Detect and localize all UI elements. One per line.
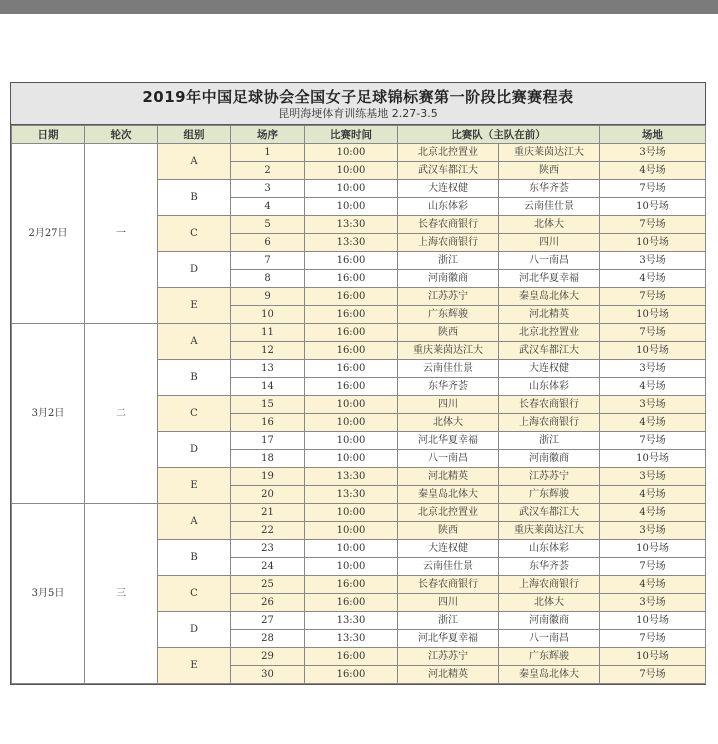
- match-venue: 4号场: [600, 504, 706, 522]
- header-row: [12, 126, 706, 144]
- match-venue: 7号场: [600, 180, 706, 198]
- home-team: 上海农商银行: [398, 234, 499, 252]
- away-team: 北体大: [499, 216, 600, 234]
- match-number: 18: [231, 450, 305, 468]
- match-venue: 3号场: [600, 144, 706, 162]
- match-number: 28: [231, 630, 305, 648]
- match-venue: 4号场: [600, 378, 706, 396]
- match-time: 16:00: [305, 648, 398, 666]
- away-team: 北体大: [499, 594, 600, 612]
- match-time: 16:00: [305, 576, 398, 594]
- home-team: 四川: [398, 594, 499, 612]
- away-team: 重庆莱茵达江大: [499, 144, 600, 162]
- group-name: D: [158, 252, 231, 288]
- match-venue: 10号场: [600, 648, 706, 666]
- group-name: C: [158, 396, 231, 432]
- match-time: 10:00: [305, 450, 398, 468]
- header-date: 日期: [12, 126, 85, 144]
- home-team: 东华齐荟: [398, 378, 499, 396]
- home-team: 山东体彩: [398, 198, 499, 216]
- match-number: 22: [231, 522, 305, 540]
- match-time: 10:00: [305, 396, 398, 414]
- away-team: 秦皇岛北体大: [499, 666, 600, 684]
- match-venue: 10号场: [600, 234, 706, 252]
- home-team: 云南佳仕景: [398, 360, 499, 378]
- away-team: 河南徽商: [499, 450, 600, 468]
- match-number: 17: [231, 432, 305, 450]
- match-venue: 4号场: [600, 576, 706, 594]
- match-time: 16:00: [305, 378, 398, 396]
- match-venue: 10号场: [600, 198, 706, 216]
- group-name: A: [158, 144, 231, 180]
- match-number: 7: [231, 252, 305, 270]
- match-round: 三: [85, 504, 158, 684]
- home-team: 大连权健: [398, 180, 499, 198]
- home-team: 北京北控置业: [398, 504, 499, 522]
- match-venue: 7号场: [600, 288, 706, 306]
- schedule-title: 2019年中国足球协会全国女子足球锦标赛第一阶段比赛赛程表: [142, 88, 574, 106]
- home-team: 浙江: [398, 252, 499, 270]
- match-number: 15: [231, 396, 305, 414]
- match-number: 2: [231, 162, 305, 180]
- group-name: B: [158, 180, 231, 216]
- match-venue: 10号场: [600, 612, 706, 630]
- match-number: 24: [231, 558, 305, 576]
- schedule-sheet: [10, 82, 706, 685]
- match-number: 14: [231, 378, 305, 396]
- group-name: C: [158, 216, 231, 252]
- match-number: 23: [231, 540, 305, 558]
- match-time: 16:00: [305, 288, 398, 306]
- away-team: 武汉车都江大: [499, 504, 600, 522]
- home-team: 武汉车都江大: [398, 162, 499, 180]
- home-team: 江苏苏宁: [398, 288, 499, 306]
- table-row: [12, 504, 706, 522]
- away-team: 上海农商银行: [499, 414, 600, 432]
- match-number: 10: [231, 306, 305, 324]
- match-date: 2月27日: [12, 144, 85, 324]
- group-name: E: [158, 288, 231, 324]
- home-team: 河北精英: [398, 666, 499, 684]
- away-team: 江苏苏宁: [499, 468, 600, 486]
- match-time: 16:00: [305, 342, 398, 360]
- group-name: E: [158, 468, 231, 504]
- home-team: 八一南昌: [398, 450, 499, 468]
- home-team: 云南佳仕景: [398, 558, 499, 576]
- match-venue: 4号场: [600, 270, 706, 288]
- match-number: 13: [231, 360, 305, 378]
- away-team: 广东辉骏: [499, 648, 600, 666]
- match-time: 10:00: [305, 180, 398, 198]
- home-team: 江苏苏宁: [398, 648, 499, 666]
- home-team: 四川: [398, 396, 499, 414]
- match-number: 16: [231, 414, 305, 432]
- match-number: 21: [231, 504, 305, 522]
- home-team: 长春农商银行: [398, 216, 499, 234]
- group-name: D: [158, 432, 231, 468]
- away-team: 八一南昌: [499, 252, 600, 270]
- schedule-subtitle: 昆明海埂体育训练基地 2.27-3.5: [278, 107, 438, 120]
- group-name: B: [158, 540, 231, 576]
- match-venue: 3号场: [600, 360, 706, 378]
- match-venue: 3号场: [600, 396, 706, 414]
- home-team: 河北华夏幸福: [398, 630, 499, 648]
- home-team: 北体大: [398, 414, 499, 432]
- away-team: 云南佳仕景: [499, 198, 600, 216]
- match-number: 8: [231, 270, 305, 288]
- match-venue: 7号场: [600, 630, 706, 648]
- match-venue: 7号场: [600, 666, 706, 684]
- match-time: 16:00: [305, 324, 398, 342]
- match-time: 10:00: [305, 414, 398, 432]
- match-time: 10:00: [305, 522, 398, 540]
- header-match-no: 场序: [231, 126, 305, 144]
- schedule-table: [11, 125, 706, 684]
- match-date: 3月2日: [12, 324, 85, 504]
- match-number: 12: [231, 342, 305, 360]
- match-time: 16:00: [305, 270, 398, 288]
- match-venue: 3号场: [600, 594, 706, 612]
- match-venue: 4号场: [600, 486, 706, 504]
- match-number: 27: [231, 612, 305, 630]
- match-venue: 3号场: [600, 252, 706, 270]
- home-team: 北京北控置业: [398, 144, 499, 162]
- match-time: 13:30: [305, 612, 398, 630]
- away-team: 浙江: [499, 432, 600, 450]
- away-team: 八一南昌: [499, 630, 600, 648]
- header-group: 组别: [158, 126, 231, 144]
- match-time: 16:00: [305, 594, 398, 612]
- match-number: 20: [231, 486, 305, 504]
- away-team: 秦皇岛北体大: [499, 288, 600, 306]
- home-team: 长春农商银行: [398, 576, 499, 594]
- match-time: 10:00: [305, 540, 398, 558]
- match-venue: 7号场: [600, 558, 706, 576]
- match-time: 10:00: [305, 558, 398, 576]
- match-time: 13:30: [305, 486, 398, 504]
- away-team: 大连权健: [499, 360, 600, 378]
- match-time: 10:00: [305, 144, 398, 162]
- away-team: 上海农商银行: [499, 576, 600, 594]
- home-team: 秦皇岛北体大: [398, 486, 499, 504]
- away-team: 东华齐荟: [499, 558, 600, 576]
- table-row: [12, 144, 706, 162]
- home-team: 大连权健: [398, 540, 499, 558]
- match-venue: 10号场: [600, 450, 706, 468]
- home-team: 广东辉骏: [398, 306, 499, 324]
- header-round: 轮次: [85, 126, 158, 144]
- match-venue: 4号场: [600, 414, 706, 432]
- match-number: 26: [231, 594, 305, 612]
- header-teams: 比赛队（主队在前）: [398, 126, 600, 144]
- schedule-body: [12, 144, 706, 684]
- match-venue: 7号场: [600, 324, 706, 342]
- match-round: 一: [85, 144, 158, 324]
- match-number: 30: [231, 666, 305, 684]
- home-team: 陕西: [398, 522, 499, 540]
- match-venue: 10号场: [600, 306, 706, 324]
- home-team: 河北华夏幸福: [398, 432, 499, 450]
- away-team: 广东辉骏: [499, 486, 600, 504]
- match-time: 16:00: [305, 666, 398, 684]
- home-team: 河北精英: [398, 468, 499, 486]
- match-venue: 4号场: [600, 162, 706, 180]
- home-team: 陕西: [398, 324, 499, 342]
- match-number: 11: [231, 324, 305, 342]
- match-time: 10:00: [305, 432, 398, 450]
- match-number: 6: [231, 234, 305, 252]
- header-venue: 场地: [600, 126, 706, 144]
- away-team: 山东体彩: [499, 540, 600, 558]
- group-name: A: [158, 504, 231, 540]
- match-venue: 7号场: [600, 432, 706, 450]
- away-team: 河北华夏幸福: [499, 270, 600, 288]
- top-status-bar: [0, 0, 718, 14]
- match-venue: 10号场: [600, 540, 706, 558]
- home-team: 重庆莱茵达江大: [398, 342, 499, 360]
- match-date: 3月5日: [12, 504, 85, 684]
- match-time: 16:00: [305, 252, 398, 270]
- match-number: 25: [231, 576, 305, 594]
- group-name: A: [158, 324, 231, 360]
- header-time: 比赛时间: [305, 126, 398, 144]
- match-time: 10:00: [305, 198, 398, 216]
- group-name: C: [158, 576, 231, 612]
- match-number: 29: [231, 648, 305, 666]
- away-team: 北京北控置业: [499, 324, 600, 342]
- match-time: 10:00: [305, 162, 398, 180]
- away-team: 长春农商银行: [499, 396, 600, 414]
- away-team: 河南徽商: [499, 612, 600, 630]
- away-team: 重庆莱茵达江大: [499, 522, 600, 540]
- match-number: 3: [231, 180, 305, 198]
- away-team: 四川: [499, 234, 600, 252]
- match-time: 13:30: [305, 234, 398, 252]
- match-time: 16:00: [305, 360, 398, 378]
- group-name: D: [158, 612, 231, 648]
- match-venue: 3号场: [600, 522, 706, 540]
- match-time: 13:30: [305, 630, 398, 648]
- table-row: [12, 324, 706, 342]
- match-number: 19: [231, 468, 305, 486]
- match-number: 9: [231, 288, 305, 306]
- match-number: 5: [231, 216, 305, 234]
- match-time: 13:30: [305, 468, 398, 486]
- match-venue: 7号场: [600, 216, 706, 234]
- match-venue: 10号场: [600, 342, 706, 360]
- match-round: 二: [85, 324, 158, 504]
- match-number: 1: [231, 144, 305, 162]
- match-number: 4: [231, 198, 305, 216]
- away-team: 陕西: [499, 162, 600, 180]
- away-team: 东华齐荟: [499, 180, 600, 198]
- group-name: E: [158, 648, 231, 684]
- match-venue: 3号场: [600, 468, 706, 486]
- title-block: [11, 83, 705, 125]
- away-team: 河北精英: [499, 306, 600, 324]
- group-name: B: [158, 360, 231, 396]
- match-time: 10:00: [305, 504, 398, 522]
- away-team: 武汉车都江大: [499, 342, 600, 360]
- home-team: 浙江: [398, 612, 499, 630]
- match-time: 16:00: [305, 306, 398, 324]
- match-time: 13:30: [305, 216, 398, 234]
- away-team: 山东体彩: [499, 378, 600, 396]
- home-team: 河南徽商: [398, 270, 499, 288]
